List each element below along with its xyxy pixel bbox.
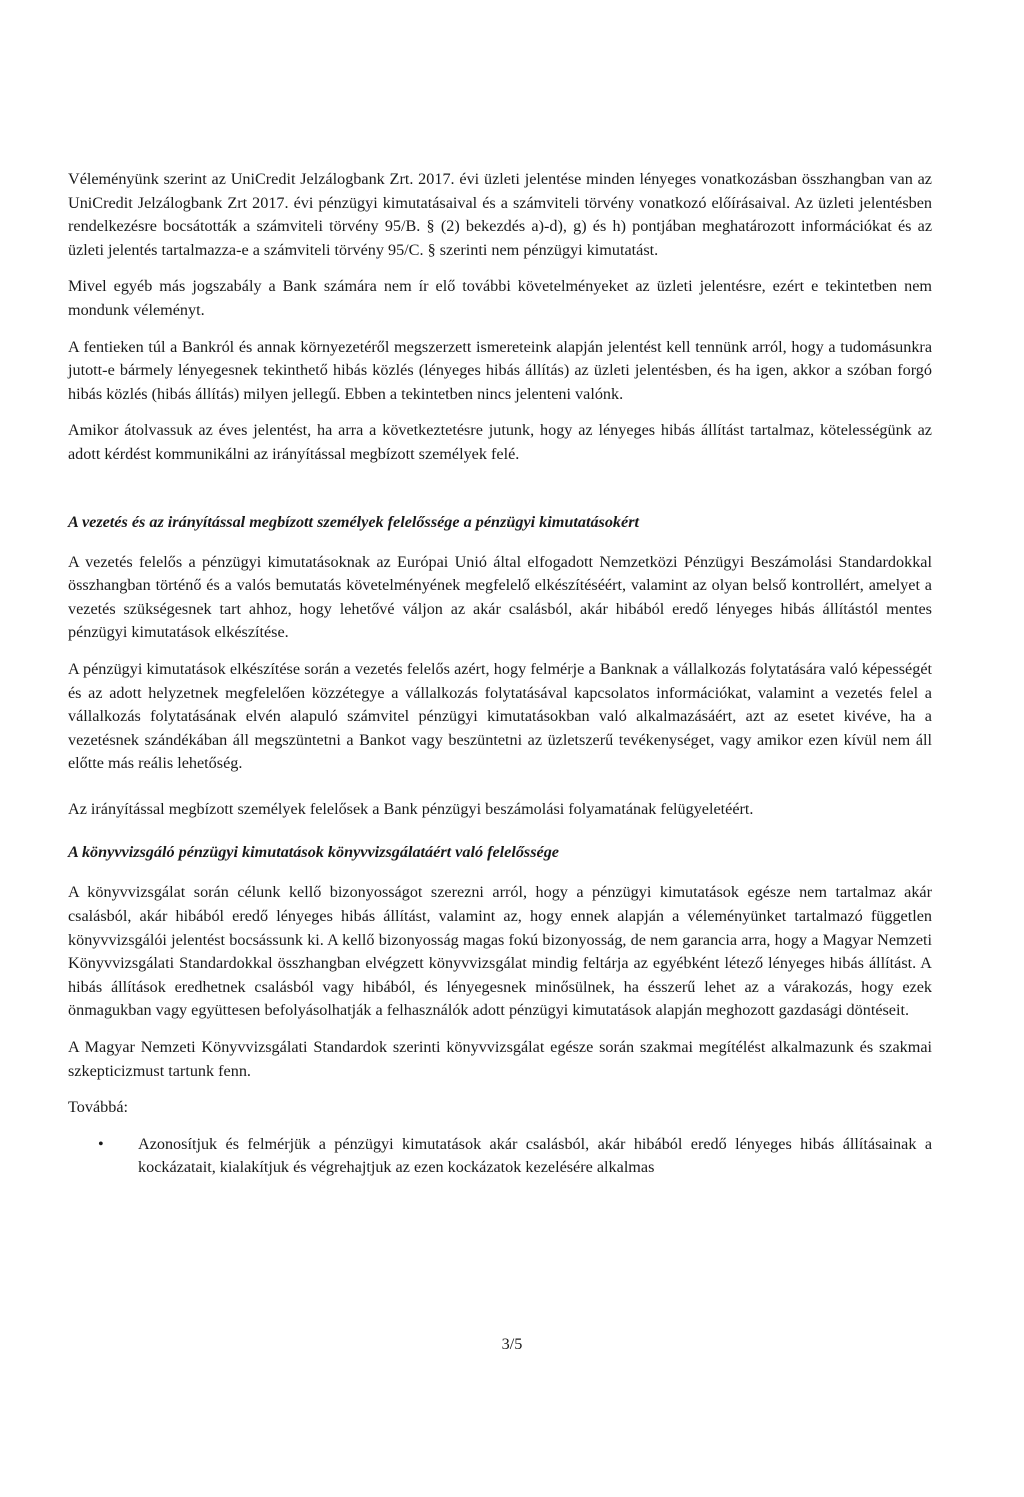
opinion-paragraph: Véleményünk szerint az UniCredit Jelzálogbank Zrt. 2017. évi üzleti jelentése minden lényeges vonatkozásban összhangban van az UniCredit Jelzálogbank Zrt 2017. évi pénzügyi kimutatásaival és a számviteli törvény vonatkozó előírásaival. Az üzleti jelentésben rendelkezésre bocsátották a számviteli törvény 95/B. § (2) bekezdés a)-d), g) és h) pontjában meghatározott információkat és az üzleti jelentés tartalmazza-e a számviteli törvény 95/C. § szerinti nem pénzügyi kimutatást. [68, 170, 932, 259]
document-page [68, 168, 932, 1180]
governance-oversight-paragraph: Az irányítással megbízott személyek felelősek a Bank pénzügyi beszámolási folyamatának felügyeletéért. [68, 799, 754, 818]
professional-judgement-paragraph: A Magyar Nemzeti Könyvvizsgálati Standardok szerinti könyvvizsgálat egésze során szakmai megítélést alkalmazunk és szakmai szkepticizmust tartunk fenn. [68, 1038, 932, 1080]
management-responsibility-paragraph-1: A vezetés felelős a pénzügyi kimutatásoknak az Európai Unió által elfogadott Nemzetközi Pénzügyi Beszámolási Standardokkal összhangban történő és a valós bemutatás követelményének megfelelő elkészítéséért, valamint az olyan belső kontrollért, amelyet a vezetés szükségesnek tart ahhoz, hogy lehetővé váljon az akár csalásból, akár hibából eredő lényeges hibás állítástól mentes pénzügyi kimutatások elkészítése. [68, 552, 932, 642]
list-item [68, 1133, 932, 1180]
auditor-responsibility-heading: A könyvvizsgáló pénzügyi kimutatások könyvvizsgálatáért való felelőssége [68, 843, 559, 862]
list-item-text: Azonosítjuk és felmérjük a pénzügyi kimutatások akár csalásból, akár hibából eredő lényeges hibás állításainak a kockázatait, kialakítjuk és végrehajtjuk az ezen kockázatok kezelésére alkalmas [138, 1134, 932, 1177]
page-number: 3/5 [501, 1335, 523, 1353]
reporting-obligation-paragraph: A fentieken túl a Bankról és annak környezetéről megszerzett ismereteink alapján jelentést kell tennünk arról, hogy a tudomásunkra jutott-e bármely lényegesnek tekinthető hibás közlés (lényeges hibás állítás) az üzleti jelentésben, és ha igen, akkor a szóban forgó hibás közlés (hibás állítás) milyen jellegű. Ebben a tekintetben nincs jelenteni valónk. [68, 337, 932, 403]
furthermore-label: Továbbá: [68, 1098, 128, 1117]
annual-report-paragraph: Amikor átolvassuk az éves jelentést, ha arra a következtetésre jutunk, hogy az lényeges hibás állítást tartalmaz, kötelességünk az adott kérdést kommunikálni az irányítással megbízott személyek felé. [68, 421, 932, 463]
audit-objective-paragraph: A könyvvizsgálat során célunk kellő bizonyosságot szerezni arról, hogy a pénzügyi kimutatások egésze nem tartalmaz akár csalásból, akár hibából eredő lényeges hibás állítást, valamint az, hogy ennek alapján a véleményünket tartalmazó független könyvvizsgálói jelentést bocsássunk ki. A kellő bizonyosság magas fokú bizonyosság, de nem garancia arra, hogy a Magyar Nemzeti Könyvvizsgálati Standardokkal összhangban elvégzett könyvvizsgálat mindig feltárja az egyébként létező lényeges hibás állítást. A hibás állítások eredhetnek csalásból vagy hibából, és lényegesnek minősülnek, ha ésszerű lehet az a várakozás, hogy ezek önmagukban vagy együttesen befolyásolhatják a felhasználók adott pénzügyi kimutatások alapján meghozott gazdasági döntéseit. [68, 883, 932, 1020]
bullet-icon: • [98, 1134, 104, 1153]
other-regulation-paragraph: Mivel egyéb más jogszabály a Bank számára nem ír elő további követelményeket az üzleti jelentésre, ezért e tekintetben nem mondunk véleményt. [68, 277, 932, 319]
management-responsibility-heading: A vezetés és az irányítással megbízott személyek felelőssége a pénzügyi kimutatásokért [68, 512, 640, 531]
management-responsibility-paragraph-2: A pénzügyi kimutatások elkészítése során a vezetés felelős azért, hogy felmérje a Banknak a vállalkozás folytatására való képességét és az adott helyzetnek megfelelően közzétegye a vállalkozás folytatásával kapcsolatos információkat, valamint a vezetés felel a vállalkozás folytatásának elvén alapuló számvitel pénzügyi kimutatásokban való alkalmazásáért, azt az esetet kivéve, ha a vezetésnek szándékában áll megszüntetni a Bankot vagy beszüntetni az üzletszerű tevékenységet, vagy amikor ezen kívül nem áll előtte más reális lehetőség. [68, 659, 932, 773]
audit-procedures-list [68, 1133, 932, 1180]
